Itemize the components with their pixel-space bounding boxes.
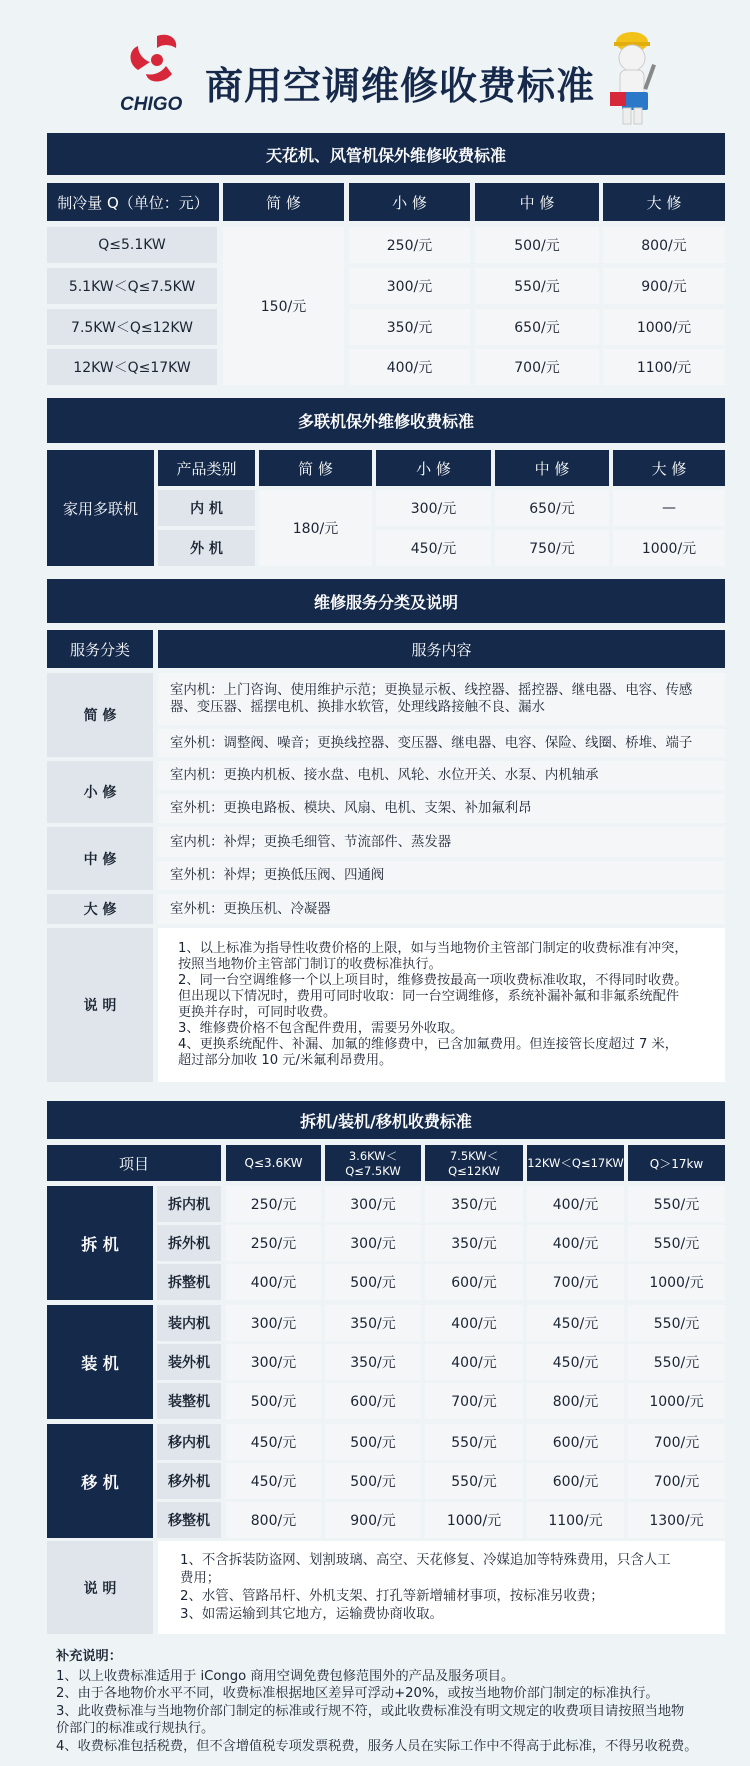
price-cell: 650/元 — [495, 490, 609, 526]
note-line: 费用； — [180, 1570, 221, 1586]
price-cell: 300/元 — [349, 268, 470, 304]
price-cell: 1300/元 — [628, 1502, 725, 1538]
price-cell: 550/元 — [475, 268, 599, 304]
note-line: 2、水管、管路吊杆、外机支架、打孔等新增辅材事项，按标准另收费； — [180, 1588, 604, 1604]
header-item: 项目 — [47, 1145, 221, 1181]
category-minor: 小 修 — [47, 761, 153, 823]
price-cell: 550/元 — [425, 1424, 523, 1460]
price-cell: 650/元 — [475, 309, 599, 345]
header-capacity: 制冷量 Q（单位：元） — [47, 183, 219, 221]
price-cell: 300/元 — [325, 1225, 421, 1261]
price-cell: 1100/元 — [603, 349, 725, 385]
price-cell: 1000/元 — [613, 530, 725, 566]
price-cell: 1000/元 — [628, 1383, 725, 1419]
item-cell: 装整机 — [157, 1383, 221, 1419]
category-medium: 中 修 — [47, 827, 153, 890]
chigo-logo-icon — [118, 30, 196, 88]
service-row — [158, 729, 725, 757]
price-cell: 450/元 — [226, 1463, 321, 1499]
note-line: 3、如需运输到其它地方，运输费协商收取。 — [180, 1606, 443, 1622]
group-label: 移 机 — [47, 1424, 153, 1538]
service-row — [158, 861, 725, 890]
price-cell: 1000/元 — [603, 309, 725, 345]
price-cell: 350/元 — [425, 1186, 523, 1222]
price-cell: 500/元 — [226, 1383, 321, 1419]
price-cell: 1000/元 — [628, 1264, 725, 1300]
note-line: 但出现以下情况时，费用可同时收取：同一台空调维修，系统补漏补氟和非氟系统配件 — [178, 989, 680, 1004]
section-title-service: 维修服务分类及说明 — [47, 579, 725, 623]
price-cell: 250/元 — [226, 1225, 321, 1261]
header-range: 7.5KW＜Q≤12KW — [425, 1145, 523, 1181]
price-cell: 400/元 — [226, 1264, 321, 1300]
price-cell: 450/元 — [527, 1344, 624, 1380]
price-cell: 700/元 — [628, 1424, 725, 1460]
service-text: 室外机：调整阀、噪音；更换线控器、变压器、继电器、电容、保险、线圈、桥堆、端子 — [170, 735, 693, 751]
supplement-line: 2、由于各地物价水平不同，收费标准根据地区差异可浮动+20%，或按当地物价部门制定的标准执行。 — [56, 1686, 659, 1701]
header-range: Q≤3.6KW — [226, 1145, 321, 1181]
price-cell: 500/元 — [475, 227, 599, 263]
page-title: 商用空调维修收费标准 — [205, 64, 596, 108]
vrf-side-label: 家用多联机 — [47, 450, 154, 566]
price-cell: 550/元 — [628, 1344, 725, 1380]
price-cell: 800/元 — [603, 227, 725, 263]
note-line: 1、以上标准为指导性收费价格的上限，如与当地物价主管部门制定的收费标准有冲突， — [178, 941, 688, 956]
category-cell: 外 机 — [158, 530, 255, 566]
price-cell: 600/元 — [425, 1264, 523, 1300]
supplement-line: 4、收费标准包括税费，但不含增值税专项发票税费，服务人员在实际工作中不得高于此标准，不得另收税费。 — [56, 1738, 698, 1754]
price-cell: 400/元 — [527, 1225, 624, 1261]
price-cell: 500/元 — [325, 1264, 421, 1300]
supplement-line: 3、此收费标准与当地物价部门制定的标准或行规不符，或此收费标准没有明文规定的收费项目请按照当地物 — [56, 1703, 685, 1719]
service-row — [158, 894, 725, 924]
price-cell: 800/元 — [527, 1383, 624, 1419]
price-cell: 450/元 — [226, 1424, 321, 1460]
price-cell: 700/元 — [425, 1383, 523, 1419]
header-service-type: 服务分类 — [47, 630, 153, 668]
install-note-label: 说 明 — [47, 1541, 153, 1634]
price-cell: 700/元 — [475, 349, 599, 385]
service-text: 室内机：更换内机板、接水盘、电机、风轮、水位开关、水泵、内机轴承 — [170, 768, 599, 783]
item-cell: 拆内机 — [157, 1186, 221, 1222]
price-cell: 300/元 — [226, 1344, 321, 1380]
price-cell: 500/元 — [325, 1463, 421, 1499]
header-major: 大 修 — [603, 183, 725, 221]
vrf-table — [47, 450, 725, 566]
item-cell: 移外机 — [157, 1463, 221, 1499]
price-cell: 400/元 — [425, 1344, 523, 1380]
price-cell: 300/元 — [376, 490, 491, 526]
supplement-notes — [56, 1648, 736, 1755]
category-major: 大 修 — [47, 894, 153, 924]
service-text: 室内机：补焊；更换毛细管、节流部件、蒸发器 — [170, 834, 452, 850]
capacity-cell: 7.5KW＜Q≤12KW — [47, 309, 217, 345]
price-cell: — — [613, 490, 725, 526]
price-cell: 900/元 — [325, 1502, 421, 1538]
note-line: 4、更换系统配件、补漏、加氟的维修费中，已含加氟费用。但连接管长度超过 7 米， — [178, 1037, 678, 1052]
price-cell: 350/元 — [325, 1305, 421, 1341]
item-cell: 装外机 — [157, 1344, 221, 1380]
note-line: 1、不含拆装防盗网、划割玻璃、高空、天花修复、冷媒追加等特殊费用，只含人工 — [180, 1552, 671, 1568]
header-minor: 小 修 — [376, 450, 491, 486]
capacity-cell: 5.1KW＜Q≤7.5KW — [47, 268, 217, 304]
service-text: 室外机：更换电路板、模块、风扇、电机、支架、补加氟利昂 — [170, 801, 532, 816]
note-line: 按照当地物价主管部门制订的收费标准执行。 — [178, 957, 442, 972]
item-cell: 移内机 — [157, 1424, 221, 1460]
note-line: 3、维修费价格不包含配件费用，需要另外收取。 — [178, 1021, 464, 1036]
category-note: 说 明 — [47, 928, 153, 1082]
price-cell: 550/元 — [628, 1186, 725, 1222]
simple-price: 150/元 — [223, 227, 344, 385]
header-simple: 简 修 — [259, 450, 372, 486]
header-service-content: 服务内容 — [158, 630, 725, 668]
install-table — [47, 1145, 725, 1533]
price-cell: 600/元 — [527, 1424, 624, 1460]
section-title-indoor: 天花机、风管机保外维修收费标准 — [47, 133, 725, 175]
price-cell: 550/元 — [425, 1463, 523, 1499]
price-cell: 350/元 — [325, 1344, 421, 1380]
price-cell: 500/元 — [325, 1424, 421, 1460]
note-line: 更换并存时，可同时收费。 — [178, 1005, 337, 1020]
category-simple: 简 修 — [47, 673, 153, 757]
header-minor: 小 修 — [349, 183, 470, 221]
price-cell: 1100/元 — [527, 1502, 624, 1538]
price-cell: 900/元 — [603, 268, 725, 304]
supplement-line: 价部门的标准或行规执行。 — [56, 1721, 215, 1736]
service-row — [158, 827, 725, 857]
price-cell: 250/元 — [226, 1186, 321, 1222]
header-medium: 中 修 — [495, 450, 609, 486]
item-cell: 移整机 — [157, 1502, 221, 1538]
service-text: 室外机：补焊；更换低压阀、四通阀 — [170, 868, 385, 883]
price-cell: 800/元 — [226, 1502, 321, 1538]
indoor-unit-table — [47, 183, 725, 385]
price-cell: 400/元 — [349, 349, 470, 385]
header-major: 大 修 — [613, 450, 725, 486]
header-medium: 中 修 — [475, 183, 599, 221]
price-cell: 600/元 — [325, 1383, 421, 1419]
supplement-line: 1、以上收费标准适用于 iCongo 商用空调免费包修范围外的产品及服务项目。 — [56, 1668, 515, 1684]
price-cell: 350/元 — [425, 1225, 523, 1261]
simple-price: 180/元 — [259, 490, 372, 566]
service-row — [158, 761, 725, 790]
price-cell: 550/元 — [628, 1305, 725, 1341]
supplement-title: 补充说明： — [56, 1649, 122, 1664]
repair-worker-icon — [596, 28, 668, 128]
brand-name: CHIGO — [120, 94, 183, 115]
capacity-cell: 12KW＜Q≤17KW — [47, 349, 217, 385]
price-cell: 350/元 — [349, 309, 470, 345]
header-category: 产品类别 — [158, 450, 255, 486]
item-cell: 拆外机 — [157, 1225, 221, 1261]
group-label: 装 机 — [47, 1305, 153, 1419]
service-notes — [158, 928, 725, 1082]
price-cell: 450/元 — [527, 1305, 624, 1341]
price-cell: 700/元 — [628, 1463, 725, 1499]
header-simple: 简 修 — [223, 183, 344, 221]
header-range: 12KW＜Q≤17KW — [527, 1145, 624, 1181]
header-range: Q＞17kw — [628, 1145, 725, 1181]
install-note-text — [158, 1541, 725, 1634]
price-cell: 600/元 — [527, 1463, 624, 1499]
item-cell: 拆整机 — [157, 1264, 221, 1300]
service-row — [158, 673, 725, 725]
section-title-vrf: 多联机保外维修收费标准 — [47, 398, 725, 443]
service-text: 室外机：更换压机、冷凝器 — [170, 901, 331, 917]
header-range: 3.6KW＜Q≤7.5KW — [325, 1145, 421, 1181]
service-table — [47, 630, 725, 1082]
group-label: 拆 机 — [47, 1186, 153, 1300]
note-line: 超过部分加收 10 元/米氟利昂费用。 — [178, 1053, 393, 1068]
price-cell: 750/元 — [495, 530, 609, 566]
page-header — [0, 0, 750, 130]
price-cell: 250/元 — [349, 227, 470, 263]
item-cell: 装内机 — [157, 1305, 221, 1341]
service-row — [158, 794, 725, 823]
section-title-install: 拆机/装机/移机收费标准 — [47, 1101, 725, 1139]
note-line: 2、同一台空调维修一个以上项目时，维修费按最高一项收费标准收取，不得同时收费。 — [178, 973, 688, 988]
price-cell: 550/元 — [628, 1225, 725, 1261]
price-cell: 1000/元 — [425, 1502, 523, 1538]
price-cell: 400/元 — [527, 1186, 624, 1222]
price-cell: 700/元 — [527, 1264, 624, 1300]
service-text: 室内机：上门咨询、使用维护示范；更换显示板、线控器、摇控器、继电器、电容、传感器、变压器、摇摆电机、换排水软管，处理线路接触不良、漏水 — [170, 683, 693, 715]
install-note — [47, 1541, 725, 1634]
capacity-cell: Q≤5.1KW — [47, 227, 217, 263]
price-cell: 400/元 — [425, 1305, 523, 1341]
category-cell: 内 机 — [158, 490, 255, 526]
price-cell: 300/元 — [226, 1305, 321, 1341]
price-cell: 300/元 — [325, 1186, 421, 1222]
price-cell: 450/元 — [376, 530, 491, 566]
